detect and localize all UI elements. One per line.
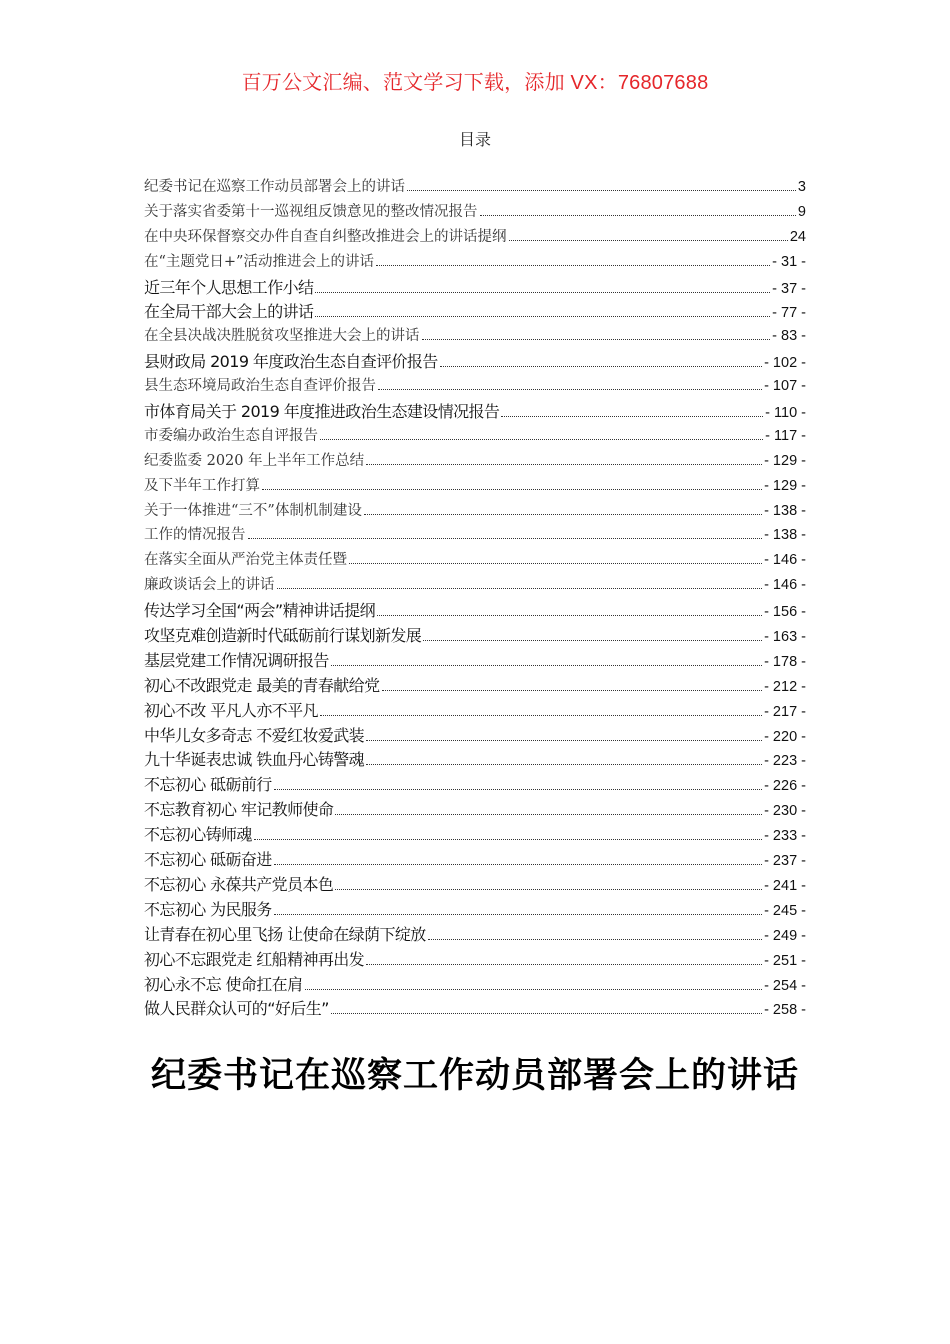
toc-entry-title: 在“主题党日+”活动推进会上的讲话: [144, 253, 374, 270]
toc-entry[interactable]: [144, 797, 806, 822]
toc-entry-title: 纪委监委 2020 年上半年工作总结: [144, 452, 365, 469]
toc-entry[interactable]: [144, 996, 806, 1021]
toc-entry-title: 不忘初心 永葆共产党员本色: [144, 874, 334, 894]
toc-entry[interactable]: [144, 847, 806, 872]
toc-entry[interactable]: [144, 747, 806, 772]
toc-entry-title: 在全局干部大会上的讲话: [144, 302, 314, 322]
toc-entry-title: 近三年个人思想工作小结: [144, 277, 314, 297]
toc-entry[interactable]: [144, 573, 806, 598]
dot-leader: [277, 588, 763, 589]
toc-entry-title: 县财政局 2019 年度政治生态自查评价报告: [144, 352, 438, 372]
toc-entry-page: - 245 -: [764, 902, 806, 919]
toc-entry[interactable]: [144, 698, 806, 723]
toc-entry[interactable]: [144, 598, 806, 623]
toc-entry-page: - 258 -: [764, 1002, 806, 1019]
toc-entry[interactable]: [144, 922, 806, 947]
dot-leader: [382, 690, 763, 691]
toc-entry[interactable]: [144, 225, 806, 250]
toc-entry-title: 不忘教育初心 牢记教师使命: [144, 800, 334, 820]
toc-entry-title: 及下半年工作打算: [144, 477, 260, 494]
dot-leader: [349, 563, 762, 564]
dot-leader: [407, 190, 796, 191]
dot-leader: [262, 489, 762, 490]
dot-leader: [366, 764, 762, 765]
toc-entry[interactable]: [144, 424, 806, 449]
toc-entry[interactable]: [144, 299, 806, 324]
dot-leader: [376, 265, 770, 266]
dot-leader: [331, 1013, 762, 1014]
toc-entry-title: 关于落实省委第十一巡视组反馈意见的整改情况报告: [144, 203, 478, 220]
toc-entry-page: - 217 -: [764, 703, 806, 720]
dot-leader: [248, 538, 763, 539]
dot-leader: [428, 939, 762, 940]
toc-entry-title: 九十华诞表忠诚 铁血丹心铸警魂: [144, 750, 365, 770]
toc-entry[interactable]: [144, 324, 806, 349]
toc-entry[interactable]: [144, 374, 806, 399]
toc-entry[interactable]: [144, 349, 806, 374]
toc-entry-title: 在全县决战决胜脱贫攻坚推进大会上的讲话: [144, 328, 420, 345]
toc-entry-page: 24: [789, 228, 806, 245]
toc-entry[interactable]: [144, 250, 806, 275]
toc-entry-page: - 146 -: [764, 577, 806, 594]
toc-entry-page: 3: [797, 179, 806, 195]
toc-entry[interactable]: [144, 772, 806, 797]
dot-leader: [274, 914, 762, 915]
dot-leader: [331, 665, 762, 666]
toc-entry-page: - 230 -: [764, 803, 806, 820]
toc-entry-page: - 226 -: [764, 778, 806, 795]
toc-entry-page: - 254 -: [764, 977, 806, 994]
dot-leader: [320, 439, 763, 440]
toc-entry-title: 在中央环保督察交办件自查自纠整改推进会上的讲话提纲: [144, 228, 507, 245]
dot-leader: [274, 864, 762, 865]
toc-entry-title: 攻坚克难创造新时代砥砺前行谋划新发展: [144, 626, 422, 646]
toc-entry-page: - 37 -: [772, 280, 806, 297]
toc-entry-title: 廉政谈话会上的讲话: [144, 577, 275, 594]
toc-entry[interactable]: [144, 822, 806, 847]
document-title: 纪委书记在巡察工作动员部署会上的讲话: [150, 1056, 799, 1096]
dot-leader: [335, 889, 762, 890]
toc-entry-page: - 223 -: [764, 753, 806, 770]
dot-leader: [377, 615, 762, 616]
dot-leader: [366, 740, 762, 741]
toc-entry[interactable]: [144, 499, 806, 524]
toc-entry-title: 基层党建工作情况调研报告: [144, 650, 329, 670]
dot-leader: [274, 789, 762, 790]
toc-entry-page: - 220 -: [764, 728, 806, 745]
dot-leader: [509, 240, 788, 241]
dot-leader: [366, 464, 762, 465]
dot-leader: [440, 366, 762, 367]
toc-entry[interactable]: [144, 947, 806, 972]
toc-entry[interactable]: [144, 399, 806, 424]
toc-entry-title: 不忘初心 为民服务: [144, 899, 272, 919]
toc-entry[interactable]: [144, 897, 806, 922]
toc-entry-page: - 237 -: [764, 853, 806, 870]
dot-leader: [315, 316, 770, 317]
toc-entry-page: - 129 -: [764, 452, 806, 469]
toc-entry-title: 中华儿女多奇志 不爱红妆爱武装: [144, 725, 365, 745]
toc-entry[interactable]: [144, 673, 806, 698]
toc-entry-page: - 178 -: [764, 653, 806, 670]
dot-leader: [378, 389, 762, 390]
toc-entry[interactable]: [144, 175, 806, 200]
toc-entry-title: 关于一体推进“三不”体制机制建设: [144, 502, 362, 519]
toc-entry-page: - 146 -: [764, 552, 806, 569]
dot-leader: [501, 416, 763, 417]
toc-heading: 目录: [458, 130, 491, 149]
toc-entry-title: 不忘初心 砥砺前行: [144, 775, 272, 795]
dot-leader: [423, 640, 762, 641]
toc-entry-title: 不忘初心 砥砺奋进: [144, 850, 272, 870]
toc-entry-page: - 83 -: [772, 328, 806, 345]
toc-entry[interactable]: [144, 872, 806, 897]
toc-entry-page: - 138 -: [764, 502, 806, 519]
table-of-contents: [144, 175, 806, 1021]
toc-entry-title: 初心不改跟党走 最美的青春献给党: [144, 675, 380, 695]
toc-entry-page: - 31 -: [772, 253, 806, 270]
dot-leader: [254, 839, 762, 840]
toc-entry-title: 不忘初心铸师魂: [144, 825, 252, 845]
toc-entry-page: - 233 -: [764, 828, 806, 845]
dot-leader: [422, 339, 771, 340]
toc-entry-page: - 110 -: [765, 405, 806, 422]
toc-entry[interactable]: [144, 200, 806, 225]
toc-entry-title: 县生态环境局政治生态自查评价报告: [144, 378, 376, 395]
toc-entry-title: 市体育局关于 2019 年度推进政治生态建设情况报告: [144, 402, 500, 422]
dot-leader: [315, 292, 770, 293]
toc-entry-title: 初心永不忘 使命扛在肩: [144, 974, 303, 994]
toc-entry-title: 市委编办政治生态自评报告: [144, 427, 318, 444]
toc-entry-page: - 156 -: [764, 604, 806, 621]
toc-entry-page: - 163 -: [764, 629, 806, 646]
toc-entry[interactable]: [144, 523, 806, 548]
dot-leader: [335, 814, 762, 815]
toc-entry[interactable]: [144, 972, 806, 997]
toc-entry-page: - 251 -: [764, 952, 806, 969]
dot-leader: [320, 715, 762, 716]
toc-entry[interactable]: [144, 623, 806, 648]
toc-entry-page: - 212 -: [764, 678, 806, 695]
dot-leader: [305, 989, 763, 990]
toc-entry-page: - 138 -: [764, 527, 806, 544]
dot-leader: [480, 215, 796, 216]
toc-entry-title: 做人民群众认可的“好后生”: [144, 999, 329, 1019]
toc-entry-page: - 117 -: [765, 427, 806, 444]
toc-entry-title: 在落实全面从严治党主体责任暨: [144, 552, 347, 569]
toc-entry[interactable]: [144, 723, 806, 748]
toc-entry-page: - 249 -: [764, 927, 806, 944]
toc-entry-page: 9: [797, 203, 806, 220]
toc-entry-title: 工作的情况报告: [144, 527, 246, 544]
toc-entry-page: - 102 -: [764, 355, 806, 372]
toc-entry-title: 初心不忘跟党走 红船精神再出发: [144, 949, 365, 969]
dot-leader: [364, 514, 762, 515]
toc-entry-page: - 129 -: [764, 477, 806, 494]
toc-entry-title: 传达学习全国“两会”精神讲话提纲: [144, 601, 375, 621]
toc-entry-page: - 241 -: [764, 877, 806, 894]
toc-entry[interactable]: [144, 474, 806, 499]
toc-entry[interactable]: [144, 548, 806, 573]
toc-entry-title: 让青春在初心里飞扬 让使命在绿荫下绽放: [144, 924, 426, 944]
toc-entry[interactable]: [144, 449, 806, 474]
toc-entry-page: - 107 -: [764, 378, 806, 395]
toc-entry-page: - 77 -: [772, 305, 806, 322]
toc-entry-title: 初心不改 平凡人亦不平凡: [144, 700, 318, 720]
promo-banner: 百万公文汇编、范文学习下载，添加 VX：76807688: [241, 72, 709, 94]
dot-leader: [366, 964, 762, 965]
toc-entry[interactable]: [144, 648, 806, 673]
toc-entry[interactable]: [144, 275, 806, 300]
toc-entry-title: 纪委书记在巡察工作动员部署会上的讲话: [144, 179, 405, 195]
